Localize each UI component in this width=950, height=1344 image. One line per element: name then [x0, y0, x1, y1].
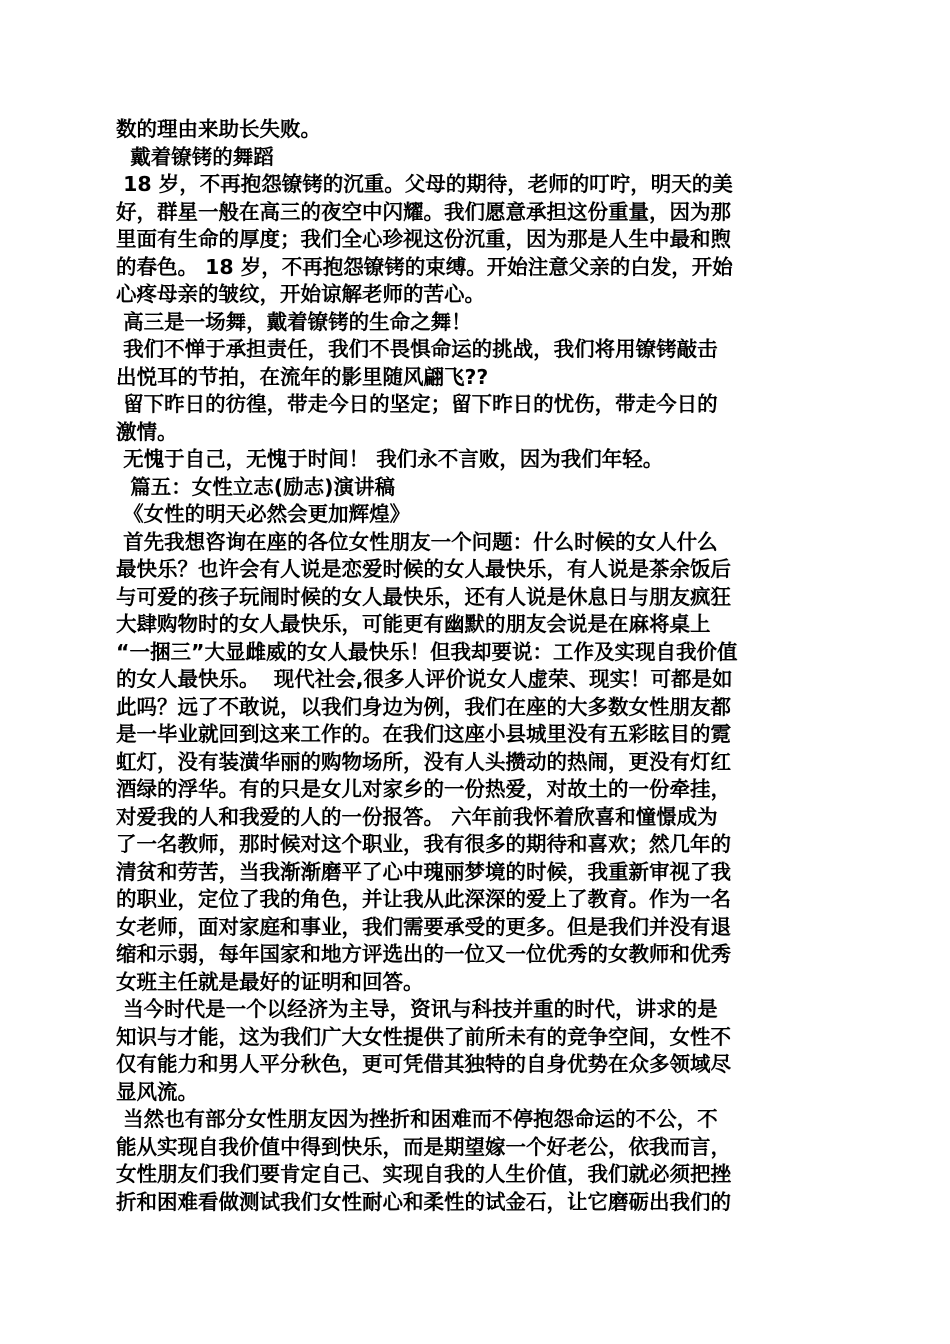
- text-line: 出悦耳的节拍，在流年的影里随风翩飞??: [116, 364, 489, 389]
- text-line: 高三是一场舞，戴着镣铐的生命之舞！: [116, 309, 472, 334]
- text-line: 知识与才能，这为我们广大女性提供了前所未有的竞争空间，女性不: [116, 1024, 731, 1049]
- text-line: 里面有生命的厚度；我们全心珍视这份沉重，因为那是人生中最和煦: [116, 227, 731, 251]
- text-line: 好，群星一般在高三的夜空中闪耀。我们愿意承担这份重量，因为那: [116, 199, 731, 224]
- text-line: 的职业，定位了我的角色，并让我从此深深的爱上了教育。作为一名: [116, 887, 731, 911]
- text-line: 缩和示弱，每年国家和地方评选出的一位又一位优秀的女教师和优秀: [116, 942, 731, 966]
- text-line: 对爱我的人和我爱的人的一份报答。 六年前我怀着欣喜和憧憬成为: [116, 804, 718, 829]
- text-line: 18 岁，不再抱怨镣铐的沉重。父母的期待，老师的叮咛，明天的美: [116, 172, 733, 196]
- text-line: 显风流。: [116, 1079, 198, 1104]
- text-line: 女老师，面对家庭和事业，我们需要承受的更多。但是我们并没有退: [116, 914, 731, 939]
- text-line: 了一名教师，那时候对这个职业，我有很多的期待和喜欢；然几年的: [116, 832, 731, 856]
- text-line: 无愧于自己，无愧于时间！ 我们永不言败，因为我们年轻。: [116, 447, 664, 471]
- speech-title: 《女性的明天必然会更加辉煌》: [116, 502, 411, 526]
- text-line: 酒绿的浮华。有的只是女儿对家乡的一份热爱，对故土的一份牵挂，: [116, 777, 731, 801]
- text-line: 最快乐？也许会有人说是恋爱时候的女人最快乐，有人说是茶余饭后: [116, 557, 731, 581]
- text-line: 留下昨日的彷徨，带走今日的坚定；留下昨日的忧伤，带走今日的: [116, 392, 718, 416]
- text-line: 数的理由来助长失败。: [116, 117, 321, 141]
- text-line: 大肆购物时的女人最快乐，可能更有幽默的朋友会说是在麻将桌上: [116, 612, 711, 636]
- text-line: 折和困难看做测试我们女性耐心和柔性的试金石，让它磨砺出我们的: [116, 1189, 731, 1214]
- text-line: 女班主任就是最好的证明和回答。: [116, 969, 424, 994]
- text-line: 首先我想咨询在座的各位女性朋友一个问题：什么时候的女人什么: [116, 529, 718, 554]
- text-line: 的女人最快乐。 现代社会,很多人评价说女人虚荣、现实！可都是如: [116, 667, 733, 691]
- text-line: 清贫和劳苦，当我渐渐磨平了心中瑰丽梦境的时候，我重新审视了我: [116, 859, 731, 884]
- text-line: 的春色。 18 岁，不再抱怨镣铐的束缚。开始注意父亲的白发，开始: [116, 254, 733, 279]
- document-page: [116, 116, 836, 1216]
- text-line: 与可爱的孩子玩闹时候的女人最快乐，还有人说是休息日与朋友疯狂: [116, 584, 731, 609]
- text-line: 当今时代是一个以经济为主导，资讯与科技并重的时代，讲求的是: [116, 997, 718, 1021]
- text-line: 此吗？远了不敢说，以我们身边为例，我们在座的大多数女性朋友都: [116, 694, 731, 719]
- text-line: 心疼母亲的皱纹，开始谅解老师的苦心。: [116, 282, 485, 306]
- text-line: “一捆三”大显雌威的女人最快乐！但我却要说：工作及实现自我价值: [116, 639, 738, 664]
- section-heading: 戴着镣铐的舞蹈: [116, 144, 274, 169]
- text-line: 能从实现自我价值中得到快乐，而是期望嫁一个好老公，依我而言，: [116, 1134, 731, 1159]
- text-line: 仅有能力和男人平分秋色，更可凭借其独特的自身优势在众多领域尽: [116, 1052, 731, 1076]
- text-line: 是一毕业就回到这来工作的。在我们这座小县城里没有五彩眩目的霓: [116, 722, 731, 746]
- text-line: 虹灯，没有装潢华丽的购物场所，没有人头攒动的热闹，更没有灯红: [116, 749, 731, 774]
- text-line: 我们不惮于承担责任，我们不畏惧命运的挑战，我们将用镣铐敲击: [116, 337, 718, 361]
- section-heading: 篇五：女性立志(励志)演讲稿: [116, 474, 396, 499]
- text-line: 当然也有部分女性朋友因为挫折和困难而不停抱怨命运的不公，不: [116, 1107, 718, 1131]
- text-line: 女性朋友们我们要肯定自己、实现自我的人生价值，我们就必须把挫: [116, 1162, 731, 1186]
- text-line: 激情。: [116, 419, 178, 444]
